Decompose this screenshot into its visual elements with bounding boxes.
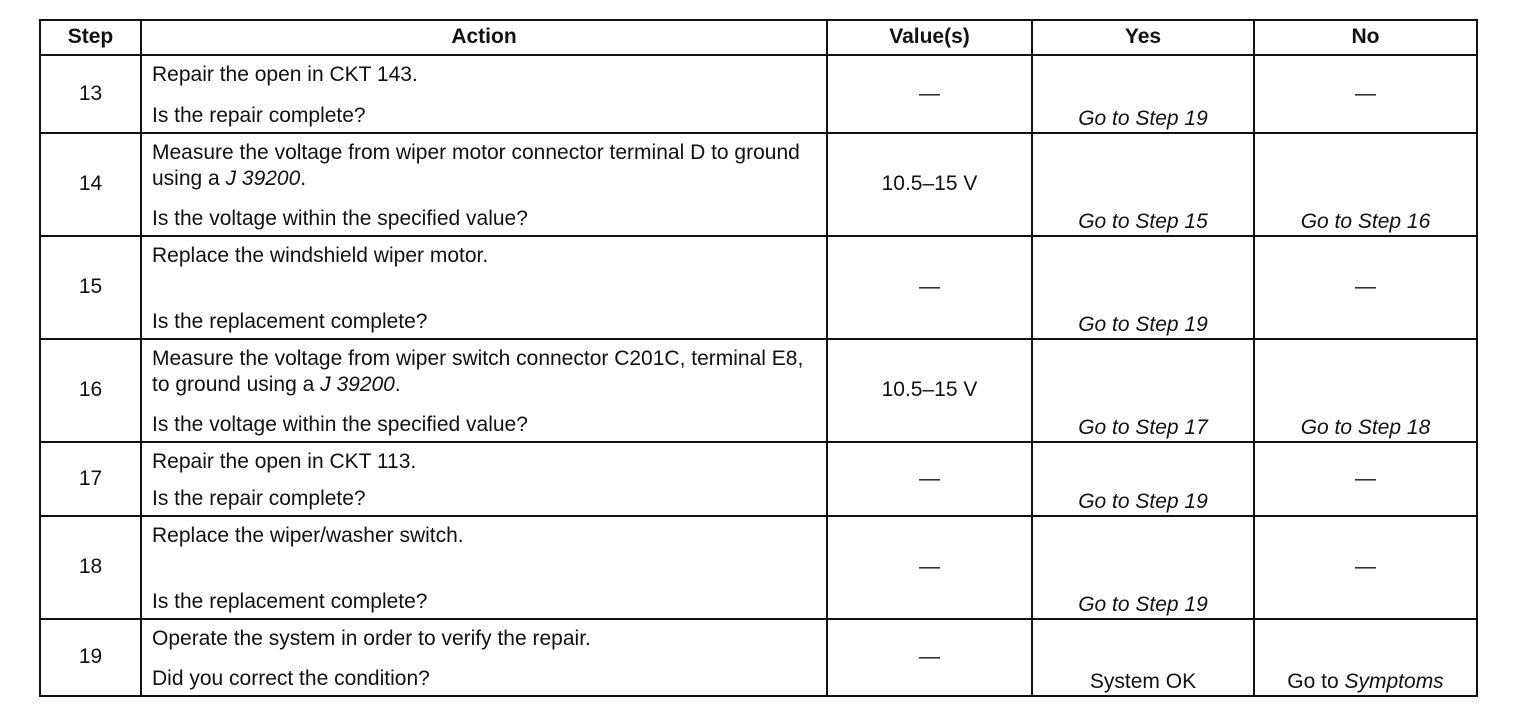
step-number: 19 [40,619,141,696]
header-action: Action [141,20,827,55]
step-number: 17 [40,442,141,516]
value-cell: 10.5–15 V [827,339,1032,442]
tool-reference: J 39200 [320,373,395,397]
no-link[interactable]: Go to Step 16 [1254,133,1477,236]
value-cell: — [827,516,1032,619]
value-cell: — [827,55,1032,133]
step-number: 18 [40,516,141,619]
action-text: Replace the windshield wiper motor. [152,244,489,267]
no-cell: — [1254,236,1477,339]
action-cell [141,619,827,696]
action-text: Repair the open in CKT 143. [152,63,418,86]
symptoms-reference: Symptoms [1344,669,1444,693]
action-text: Measure the voltage from wiper switch connector C201C, terminal E8, to ground using a J 39200. [152,347,804,397]
question-text: Is the replacement complete? [152,589,428,613]
value-cell: — [827,619,1032,696]
yes-link[interactable]: Go to Step 19 [1032,55,1254,133]
table-row [40,516,1477,619]
yes-link[interactable]: Go to Step 19 [1032,236,1254,339]
no-cell: — [1254,442,1477,516]
step-number: 14 [40,133,141,236]
no-link[interactable]: Go to Symptoms [1254,619,1477,696]
step-number: 15 [40,236,141,339]
no-link[interactable]: Go to Step 18 [1254,339,1477,442]
table-row [40,619,1477,696]
header-no: No [1254,20,1477,55]
yes-link[interactable]: Go to Step 17 [1032,339,1254,442]
action-text: Measure the voltage from wiper motor connector terminal D to ground using a J 39200. [152,141,800,191]
value-cell: 10.5–15 V [827,133,1032,236]
diagnostic-procedure-table [39,19,1478,697]
action-cell [141,516,827,619]
table-row [40,133,1477,236]
question-text: Is the voltage within the specified value? [152,206,528,230]
action-cell [141,442,827,516]
table-row [40,339,1477,442]
tool-reference: J 39200 [225,167,301,191]
header-values: Value(s) [827,20,1032,55]
action-cell [141,339,827,442]
yes-link[interactable]: Go to Step 19 [1032,442,1254,516]
action-text: Operate the system in order to verify the repair. [152,627,591,650]
yes-result: System OK [1032,619,1254,696]
table-row [40,55,1477,133]
question-text: Is the replacement complete? [152,309,428,333]
question-text: Is the repair complete? [152,486,366,510]
table-row [40,236,1477,339]
step-number: 13 [40,55,141,133]
table-row [40,442,1477,516]
action-text: Replace the wiper/washer switch. [152,524,464,547]
value-cell: — [827,236,1032,339]
question-text: Did you correct the condition? [152,666,430,690]
step-number: 16 [40,339,141,442]
yes-link[interactable]: Go to Step 15 [1032,133,1254,236]
question-text: Is the repair complete? [152,103,366,127]
action-cell [141,133,827,236]
no-cell: — [1254,516,1477,619]
action-cell [141,236,827,339]
header-step: Step [40,20,141,55]
value-cell: — [827,442,1032,516]
header-yes: Yes [1032,20,1254,55]
table-header-row [40,20,1477,55]
action-cell [141,55,827,133]
yes-link[interactable]: Go to Step 19 [1032,516,1254,619]
no-cell: — [1254,55,1477,133]
question-text: Is the voltage within the specified value? [152,412,528,436]
action-text: Repair the open in CKT 113. [152,450,417,473]
